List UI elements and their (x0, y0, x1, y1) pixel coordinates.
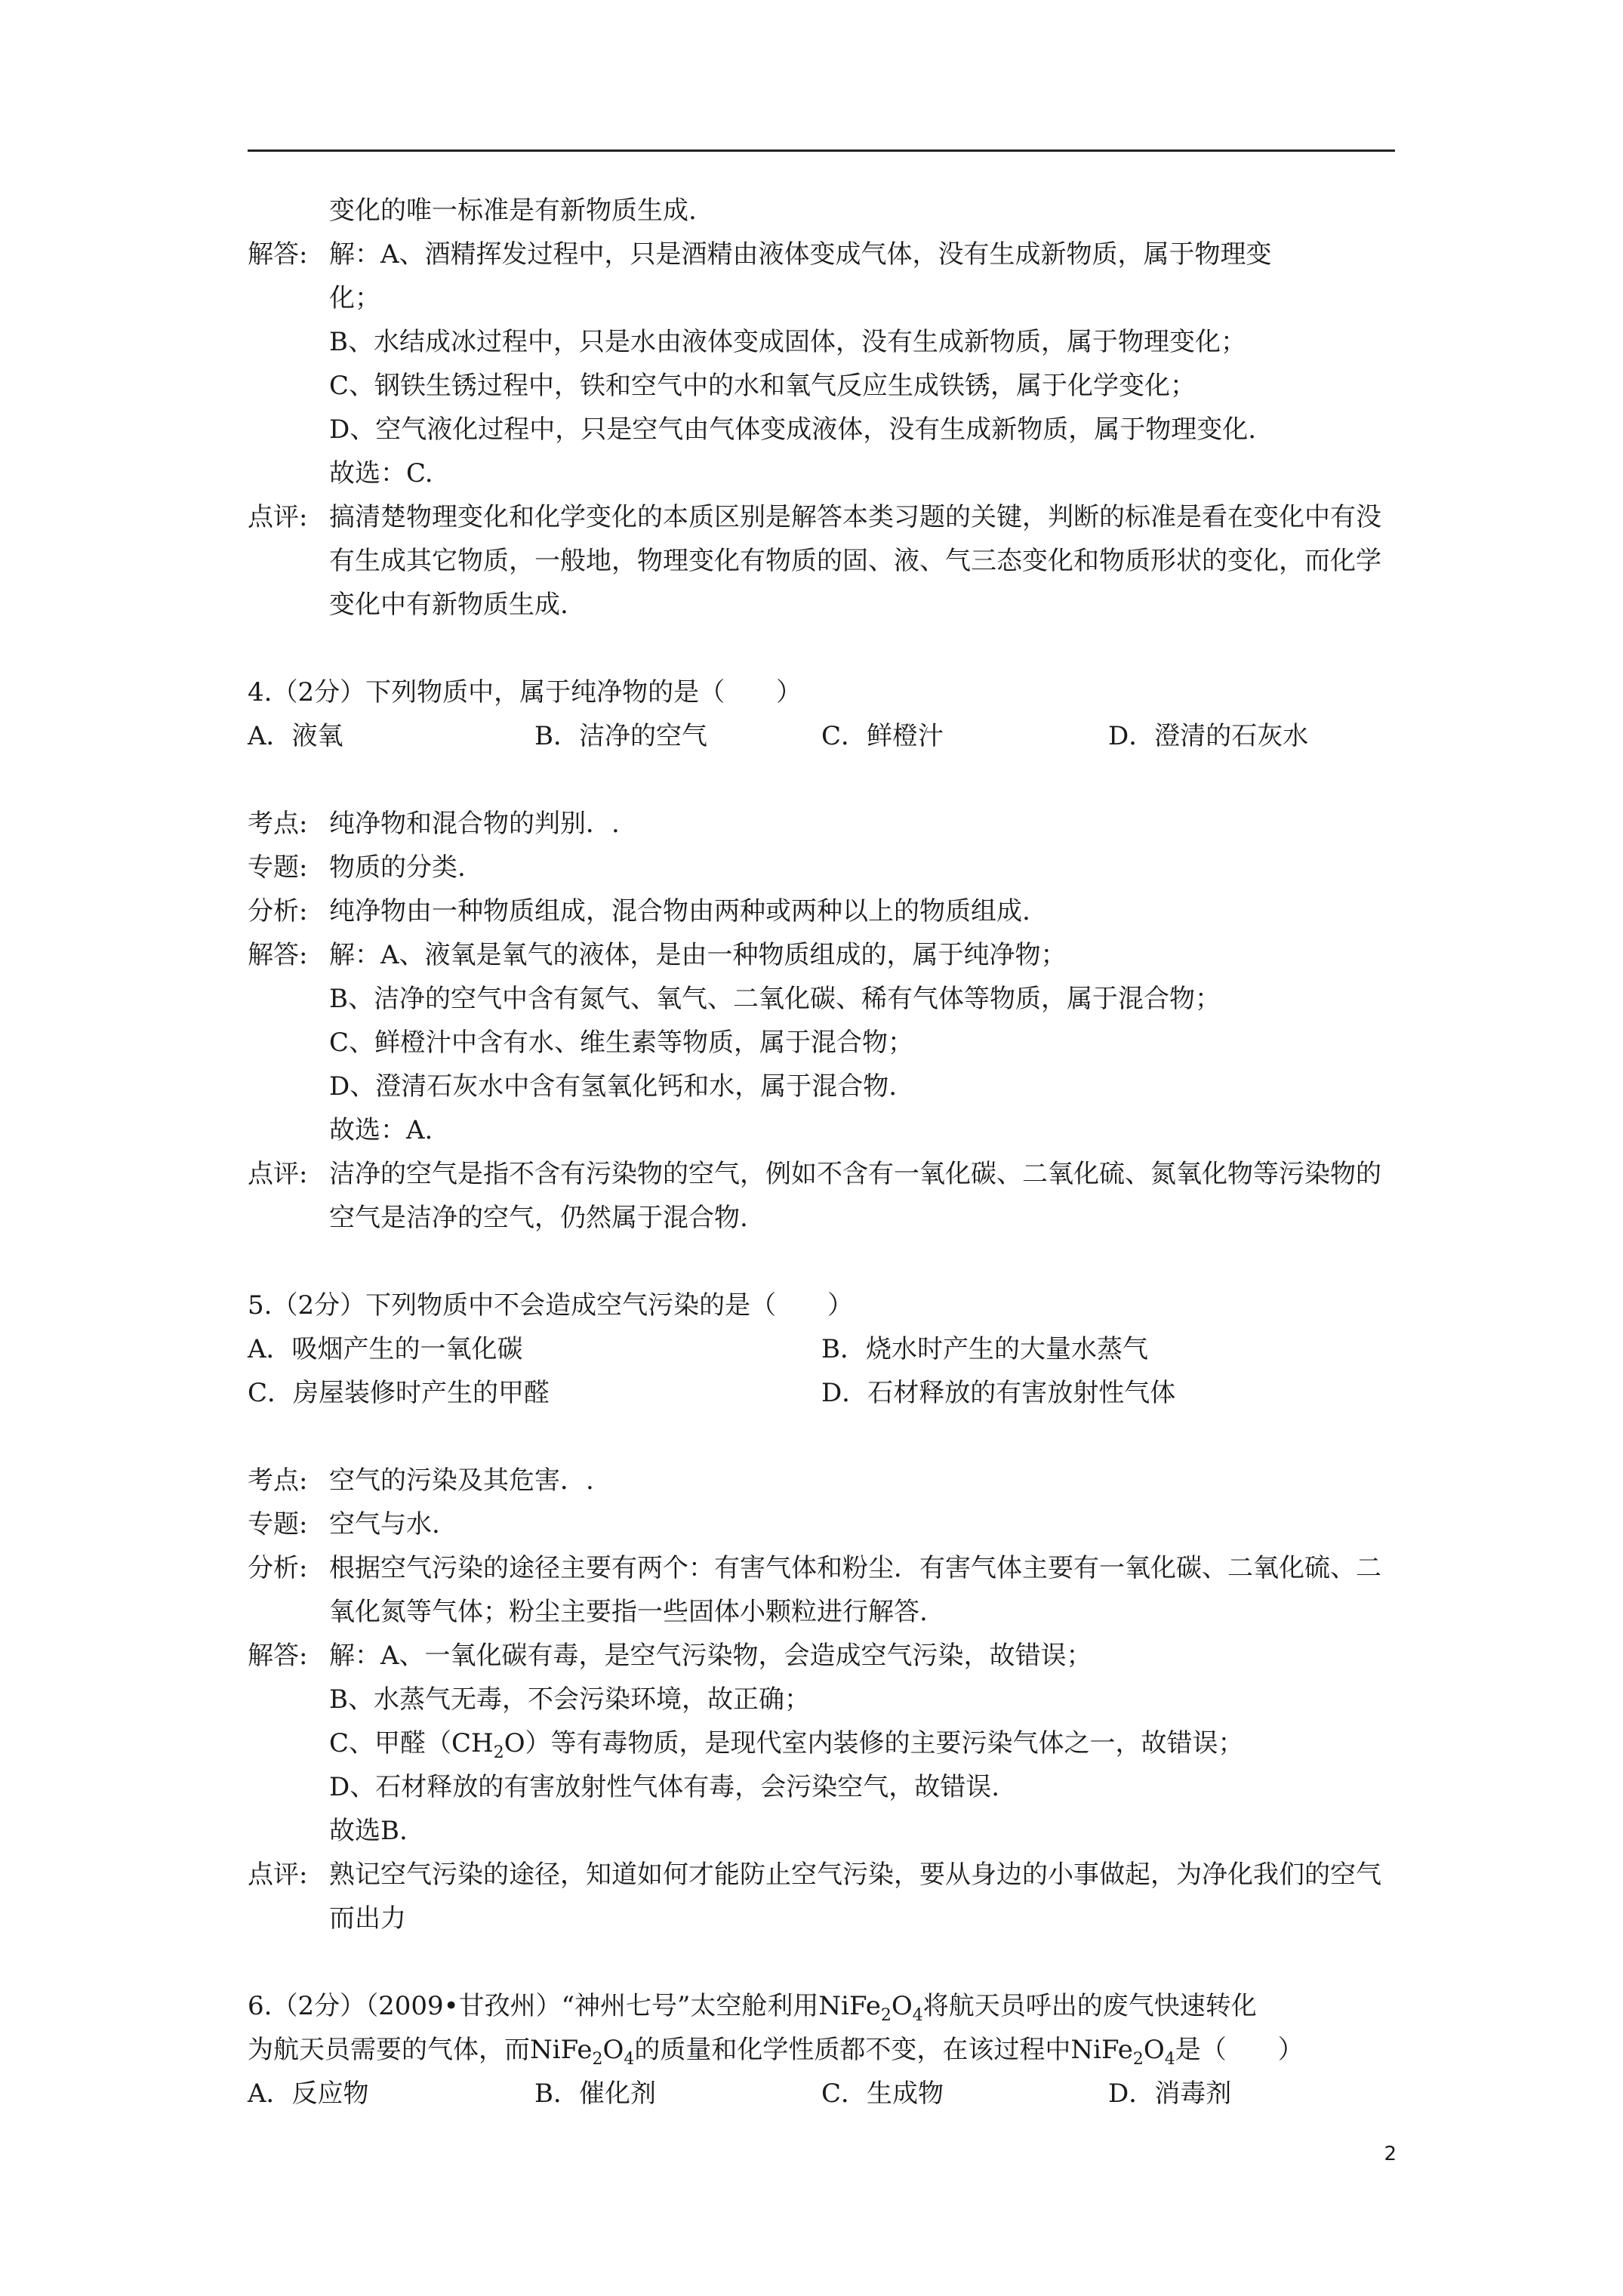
q3-answer-line: C、钢铁生锈过程中，铁和空气中的水和氧气反应生成铁锈，属于化学变化； (329, 371, 1196, 401)
q3-answer-line: B、水结成冰过程中，只是水由液体变成固体，没有生成新物质，属于物理变化； (329, 327, 1246, 357)
q5-answer-line: D、石材释放的有害放射性气体有毒，会污染空气，故错误. (329, 1772, 1000, 1802)
q4-fenxi: 分析: 纯净物由一种物质组成，混合物由两种或两种以上的物质组成. (248, 896, 1030, 926)
q6-stem-line1: 6.（2分）（2009•甘孜州）“神州七号”太空舱利用$NiFe_2O_4$将航天员呼出的废气快速转化 (248, 1991, 1257, 2025)
q5-answer-line: 故选B. (329, 1816, 408, 1846)
q4-answer-line: D、澄清石灰水中含有氢氧化钙和水，属于混合物. (329, 1071, 898, 1102)
q5-kaodian: 考点: 空气的污染及其危害．. (248, 1465, 594, 1496)
q3-answer-line: 化； (329, 283, 380, 313)
q3-answer-line: D、空气液化过程中，只是空气由气体变成液体，没有生成新物质，属于物理变化. (329, 415, 1257, 445)
q4-answer-line: B、洁净的空气中含有氮气、氧气、二氧化碳、稀有气体等物质，属于混合物； (329, 984, 1221, 1014)
page-number: 2 (1384, 2143, 1397, 2165)
q5-answer-line: 解：A、一氧化碳有毒，是空气污染物，会造成空气污染，故错误； (329, 1641, 1092, 1671)
q4-answer-line: C、鲜橙汁中含有水、维生素等物质，属于混合物； (329, 1028, 914, 1058)
q4-zhuanti: 专题: 物质的分类. (248, 852, 466, 883)
q5-answer-line: C、甲醛$(CH_2O)$等有毒物质，是现代室内装修的主要污染气体之一，故错误； (329, 1728, 1244, 1762)
q3-analysis-continued: 变化的唯一标准是有新物质生成. (329, 196, 697, 226)
q5-fenxi: 分析: 根据空气污染的途径主要有两个：有害气体和粉尘．有害气体主要有一氧化碳、二氧化硫、二氧化氮等气体；粉尘主要指一些固体小颗粒进行解答. (248, 1553, 1381, 1627)
q3-answer (248, 233, 1395, 495)
q6-option-d: D．消毒剂 (1108, 2079, 1232, 2109)
q5-option-d: D．石材释放的有害放射性气体 (821, 1378, 1176, 1408)
q4-stem: 4.（2分）下列物质中，属于纯净物的是（ ） (248, 677, 802, 707)
q5-comment: 点评: 熟记空气污染的途径，知道如何才能防止空气污染，要从身边的小事做起，为净化我们的空气而出力 (248, 1860, 1381, 1934)
q5-option-c: C．房屋装修时产生的甲醛 (248, 1378, 550, 1408)
q4-option-c: C．鲜橙汁 (821, 721, 944, 751)
q5-option-a: A．吸烟产生的一氧化碳 (248, 1334, 523, 1364)
q5-options-row1 (248, 1327, 1395, 1371)
q6-option-c: C．生成物 (821, 2079, 944, 2109)
q5-answer: 解答: 解：A、一氧化碳有毒，是空气污染物，会造成空气污染，故错误； B、水蒸气无毒，不会污染环境，故正确； C、甲醛$(CH_2O)$等有毒物质，是现代室内装修的主要污染气体之一，故错误； D、石材释放的有害放射性气体有毒，会污染空气，故错误. 故选B. (248, 1634, 1395, 1853)
q4-kaodian: 考点: 纯净物和混合物的判别．. (248, 809, 620, 839)
q6-option-a: A．反应物 (248, 2079, 369, 2109)
q4-option-d: D．澄清的石灰水 (1108, 721, 1309, 751)
q3-answer-line: 故选：C. (329, 458, 433, 488)
q5-zhuanti: 专题: 空气与水. (248, 1509, 440, 1539)
q3-comment-text: 搞清楚物理变化和化学变化的本质区别是解答本类习题的关键，判断的标准是看在变化中有没有生成其它物质，一般地，物理变化有物质的固、液、气三态变化和物质形状的变化，而化学变化中有新物质生成. (329, 502, 1381, 620)
q5-stem: 5.（2分）下列物质中不会造成空气污染的是（ ） (248, 1290, 854, 1321)
q4-answer-line: 故选：A. (329, 1115, 433, 1145)
q3-comment (248, 495, 1395, 627)
q4-answer: 解答: 解：A、液氧是氧气的液体，是由一种物质组成的，属于纯净物； B、洁净的空气中含有氮气、氧气、二氧化碳、稀有气体等物质，属于混合物； C、鲜橙汁中含有水、维生素等物质，属于混合物； D、澄清石灰水中含有氢氧化钙和水，属于混合物. 故选：A. (248, 933, 1395, 1152)
q4-option-a: A．液氧 (248, 721, 343, 751)
q6-option-b: B．催化剂 (534, 2079, 656, 2109)
q4-comment: 点评: 洁净的空气是指不含有污染物的空气，例如不含有一氧化碳、二氧化硫、氮氧化物等污染物的空气是洁净的空气，仍然属于混合物. (248, 1159, 1381, 1233)
q6-stem-line2: 为航天员需要的气体，而$NiFe_2O_4$的质量和化学性质都不变，在该过程中$NiFe_2O_4$是（ ） (248, 2035, 1304, 2069)
header-rule (248, 149, 1395, 152)
q4-options (248, 714, 1395, 758)
page-content (248, 189, 1395, 2116)
q4-answer-line: 解：A、液氧是氧气的液体，是由一种物质组成的，属于纯净物； (329, 940, 1067, 970)
q5-option-b: B．烧水时产生的大量水蒸气 (821, 1334, 1148, 1364)
q5-options-row2 (248, 1371, 1395, 1415)
q3-comment-label: 点评: (248, 502, 308, 532)
q4-option-b: B．洁净的空气 (534, 721, 707, 751)
q3-answer-label: 解答: (248, 239, 308, 270)
q6-options (248, 2072, 1395, 2116)
q3-answer-line: 解：A、酒精挥发过程中，只是酒精由液体变成气体，没有生成新物质，属于物理变 (329, 239, 1272, 270)
q5-answer-line: B、水蒸气无毒，不会污染环境，故正确； (329, 1684, 810, 1715)
